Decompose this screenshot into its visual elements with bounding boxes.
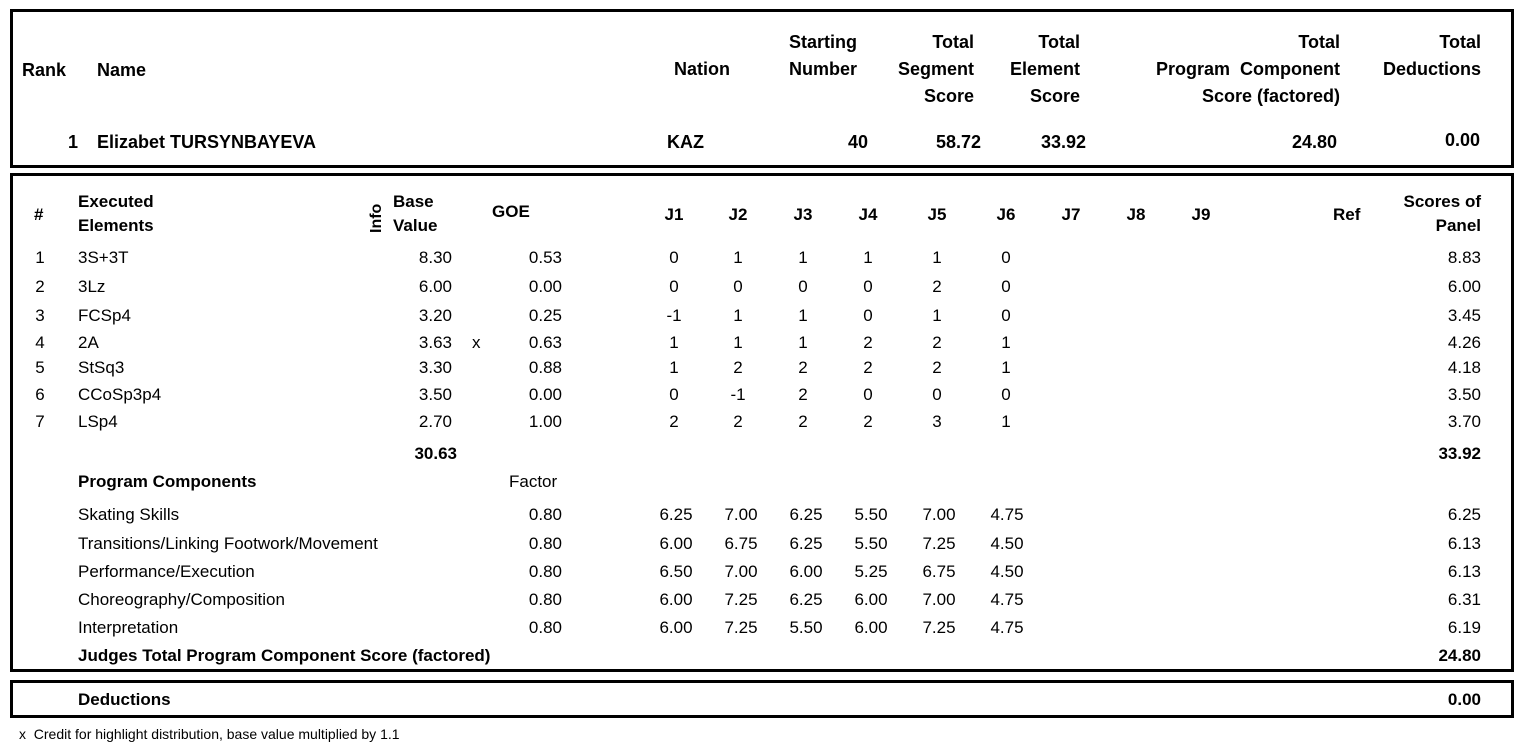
tss-header-line3: Score xyxy=(923,86,974,106)
panel-header-line2: Panel xyxy=(1435,216,1481,235)
ded-header-line1: Total xyxy=(1439,32,1481,52)
element-goe: 0.53 xyxy=(528,248,562,267)
deductions-value: 0.00 xyxy=(1447,690,1481,709)
element-number: 2 xyxy=(35,277,45,296)
component-judge-score-j1: 6.50 xyxy=(659,562,693,581)
tss-header-line1: Total xyxy=(932,32,974,52)
component-judge-score-j3: 6.25 xyxy=(789,590,823,609)
element-judge-score-j5: 2 xyxy=(932,277,942,296)
element-panel-score: 6.00 xyxy=(1447,277,1481,296)
component-judge-score-j2: 7.00 xyxy=(724,562,758,581)
element-judge-score-j2: 2 xyxy=(733,412,743,431)
element-base-value: 3.20 xyxy=(418,306,452,325)
element-judge-score-j4: 0 xyxy=(863,306,873,325)
element-panel-score: 4.18 xyxy=(1447,358,1481,377)
component-judge-score-j6: 4.75 xyxy=(990,505,1024,524)
tss-header xyxy=(870,29,974,110)
element-judge-score-j4: 2 xyxy=(863,412,873,431)
starting-number-header-line2: Number xyxy=(788,59,857,79)
component-name: Interpretation xyxy=(78,618,179,637)
base-header-line2: Value xyxy=(393,216,438,235)
component-judge-score-j5: 7.25 xyxy=(922,618,956,637)
ref-header: Ref xyxy=(1333,205,1361,224)
base-value-header xyxy=(393,190,437,238)
component-judge-score-j1: 6.00 xyxy=(659,590,693,609)
component-judge-score-j1: 6.25 xyxy=(659,505,693,524)
tss-value: 58.72 xyxy=(935,132,981,152)
component-factor: 0.80 xyxy=(528,505,562,524)
panel-header xyxy=(1380,190,1481,238)
element-judge-score-j6: 1 xyxy=(1001,412,1011,431)
executed-elements-header xyxy=(78,190,154,238)
element-number: 7 xyxy=(35,412,45,431)
element-judge-score-j3: 1 xyxy=(798,333,808,352)
component-factor: 0.80 xyxy=(528,534,562,553)
component-judge-score-j5: 6.75 xyxy=(922,562,956,581)
element-info: x xyxy=(472,333,481,352)
element-name: 3Lz xyxy=(78,277,106,296)
component-judge-score-j2: 7.00 xyxy=(724,505,758,524)
element-judge-score-j1: 0 xyxy=(669,248,679,267)
executed-header-line2: Elements xyxy=(78,216,154,235)
element-panel-score: 3.45 xyxy=(1447,306,1481,325)
component-judge-score-j3: 5.50 xyxy=(789,618,823,637)
element-judge-score-j5: 3 xyxy=(932,412,942,431)
element-judge-score-j3: 1 xyxy=(798,306,808,325)
element-panel-score: 3.70 xyxy=(1447,412,1481,431)
element-judge-score-j2: 2 xyxy=(733,358,743,377)
element-goe: 0.25 xyxy=(528,306,562,325)
element-judge-score-j2: 1 xyxy=(733,248,743,267)
rank-header: Rank xyxy=(22,60,67,80)
pcs-value: 24.80 xyxy=(1291,132,1337,152)
component-panel-score: 6.19 xyxy=(1447,618,1481,637)
element-base-value: 2.70 xyxy=(418,412,452,431)
element-judge-score-j6: 0 xyxy=(1001,248,1011,267)
component-factor: 0.80 xyxy=(528,590,562,609)
element-judge-score-j1: 0 xyxy=(669,385,679,404)
component-name: Choreography/Composition xyxy=(78,590,285,609)
element-panel-score: 3.50 xyxy=(1447,385,1481,404)
component-panel-score: 6.31 xyxy=(1447,590,1481,609)
element-judge-score-j4: 0 xyxy=(863,277,873,296)
ded-header-line2: Deductions xyxy=(1382,59,1481,79)
executed-header-line1: Executed xyxy=(78,192,154,211)
element-base-value: 8.30 xyxy=(418,248,452,267)
judge-header-j1: J1 xyxy=(664,205,684,224)
element-judge-score-j2: 1 xyxy=(733,306,743,325)
skater-name: Elizabet TURSYNBAYEVA xyxy=(97,132,317,152)
element-judge-score-j6: 0 xyxy=(1001,277,1011,296)
component-judge-score-j6: 4.75 xyxy=(990,618,1024,637)
component-name: Skating Skills xyxy=(78,505,180,524)
element-judge-score-j5: 1 xyxy=(932,248,942,267)
element-goe: 0.63 xyxy=(528,333,562,352)
num-header: # xyxy=(34,205,44,224)
element-judge-score-j3: 2 xyxy=(798,358,808,377)
element-judge-score-j5: 0 xyxy=(932,385,942,404)
element-goe: 0.00 xyxy=(528,385,562,404)
component-name: Performance/Execution xyxy=(78,562,255,581)
component-judge-score-j2: 7.25 xyxy=(724,618,758,637)
nation-header: Nation xyxy=(674,59,730,79)
pcs-header xyxy=(1100,29,1340,110)
component-name: Transitions/Linking Footwork/Movement xyxy=(78,534,378,553)
tes-value: 33.92 xyxy=(1040,132,1086,152)
tss-header-line2: Segment xyxy=(897,59,974,79)
components-total-value: 24.80 xyxy=(1438,646,1481,665)
element-goe: 0.88 xyxy=(528,358,562,377)
element-panel-score: 8.83 xyxy=(1447,248,1481,267)
element-name: 2A xyxy=(78,333,99,352)
component-judge-score-j3: 6.00 xyxy=(789,562,823,581)
ded-header xyxy=(1360,29,1481,83)
element-number: 6 xyxy=(35,385,45,404)
judge-header-j9: J9 xyxy=(1191,205,1211,224)
component-judge-score-j5: 7.25 xyxy=(922,534,956,553)
judge-header-j7: J7 xyxy=(1061,205,1081,224)
component-judge-score-j6: 4.50 xyxy=(990,562,1024,581)
component-panel-score: 6.13 xyxy=(1447,562,1481,581)
element-goe: 0.00 xyxy=(528,277,562,296)
ded-value: 0.00 xyxy=(1444,130,1480,150)
component-judge-score-j2: 7.25 xyxy=(724,590,758,609)
components-total-label: Judges Total Program Component Score (factored) xyxy=(78,646,491,665)
element-judge-score-j3: 2 xyxy=(798,385,808,404)
element-base-value: 6.00 xyxy=(418,277,452,296)
element-goe: 1.00 xyxy=(528,412,562,431)
component-panel-score: 6.13 xyxy=(1447,534,1481,553)
deductions-label: Deductions xyxy=(78,690,171,709)
element-judge-score-j2: 1 xyxy=(733,333,743,352)
element-judge-score-j6: 0 xyxy=(1001,385,1011,404)
element-panel-score: 4.26 xyxy=(1447,333,1481,352)
component-judge-score-j3: 6.25 xyxy=(789,534,823,553)
tes-header-line2: Element xyxy=(1009,59,1080,79)
element-judge-score-j3: 0 xyxy=(798,277,808,296)
panel-header-line1: Scores of xyxy=(1403,192,1481,211)
goe-header: GOE xyxy=(492,202,530,221)
starting-number-value: 40 xyxy=(847,132,868,152)
footnote: x Credit for highlight distribution, base value multiplied by 1.1 xyxy=(19,726,400,742)
element-judge-score-j2: -1 xyxy=(730,385,746,404)
element-judge-score-j6: 1 xyxy=(1001,333,1011,352)
element-judge-score-j4: 2 xyxy=(863,333,873,352)
judge-header-j2: J2 xyxy=(728,205,748,224)
element-number: 5 xyxy=(35,358,45,377)
tes-header-line1: Total xyxy=(1038,32,1080,52)
judge-header-j8: J8 xyxy=(1126,205,1146,224)
judge-header-j4: J4 xyxy=(858,205,878,224)
pcs-header-line1: Total xyxy=(1298,32,1340,52)
element-judge-score-j1: 0 xyxy=(669,277,679,296)
component-judge-score-j3: 6.25 xyxy=(789,505,823,524)
element-name: LSp4 xyxy=(78,412,118,431)
component-panel-score: 6.25 xyxy=(1447,505,1481,524)
element-number: 4 xyxy=(35,333,45,352)
component-judge-score-j6: 4.50 xyxy=(990,534,1024,553)
component-judge-score-j4: 6.00 xyxy=(854,590,888,609)
element-judge-score-j1: 2 xyxy=(669,412,679,431)
element-judge-score-j6: 0 xyxy=(1001,306,1011,325)
element-number: 1 xyxy=(35,248,45,267)
judge-header-j5: J5 xyxy=(927,205,947,224)
element-name: StSq3 xyxy=(78,358,125,377)
element-judge-score-j1: 1 xyxy=(669,333,679,352)
element-name: CCoSp3p4 xyxy=(78,385,162,404)
element-judge-score-j3: 1 xyxy=(798,248,808,267)
element-judge-score-j5: 1 xyxy=(932,306,942,325)
component-judge-score-j5: 7.00 xyxy=(922,590,956,609)
name-header: Name xyxy=(97,60,147,80)
judge-header-j3: J3 xyxy=(793,205,813,224)
nation-value: KAZ xyxy=(667,132,704,152)
pcs-header-line2: Program Component xyxy=(1155,59,1340,79)
base-header-line1: Base xyxy=(393,192,434,211)
element-judge-score-j4: 2 xyxy=(863,358,873,377)
program-components-title: Program Components xyxy=(78,472,257,491)
starting-number-header xyxy=(770,29,876,83)
component-judge-score-j4: 5.50 xyxy=(854,505,888,524)
component-judge-score-j6: 4.75 xyxy=(990,590,1024,609)
component-judge-score-j4: 5.25 xyxy=(854,562,888,581)
element-base-value: 3.63 xyxy=(418,333,452,352)
component-judge-score-j4: 5.50 xyxy=(854,534,888,553)
element-judge-score-j4: 0 xyxy=(863,385,873,404)
element-base-value: 3.50 xyxy=(418,385,452,404)
total-base-value: 30.63 xyxy=(414,444,457,463)
component-judge-score-j1: 6.00 xyxy=(659,534,693,553)
element-judge-score-j3: 2 xyxy=(798,412,808,431)
judge-header-j6: J6 xyxy=(996,205,1016,224)
element-number: 3 xyxy=(35,306,45,325)
element-judge-score-j2: 0 xyxy=(733,277,743,296)
factor-header: Factor xyxy=(509,472,558,491)
element-judge-score-j1: -1 xyxy=(666,306,682,325)
component-judge-score-j4: 6.00 xyxy=(854,618,888,637)
element-base-value: 3.30 xyxy=(418,358,452,377)
tes-header-line3: Score xyxy=(1029,86,1080,106)
component-factor: 0.80 xyxy=(528,562,562,581)
element-name: FCSp4 xyxy=(78,306,131,325)
component-judge-score-j2: 6.75 xyxy=(724,534,758,553)
component-judge-score-j1: 6.00 xyxy=(659,618,693,637)
component-judge-score-j5: 7.00 xyxy=(922,505,956,524)
total-elements-panel: 33.92 xyxy=(1438,444,1481,463)
rank-value: 1 xyxy=(67,132,78,152)
element-judge-score-j1: 1 xyxy=(669,358,679,377)
deductions-box xyxy=(10,680,1514,718)
pcs-header-line3: Score (factored) xyxy=(1201,86,1340,106)
info-header: Info xyxy=(368,203,385,233)
element-judge-score-j5: 2 xyxy=(932,358,942,377)
component-factor: 0.80 xyxy=(528,618,562,637)
tes-header xyxy=(990,29,1080,110)
starting-number-header-line1: Starting xyxy=(788,32,857,52)
element-judge-score-j4: 1 xyxy=(863,248,873,267)
element-judge-score-j5: 2 xyxy=(932,333,942,352)
element-judge-score-j6: 1 xyxy=(1001,358,1011,377)
element-name: 3S+3T xyxy=(78,248,129,267)
